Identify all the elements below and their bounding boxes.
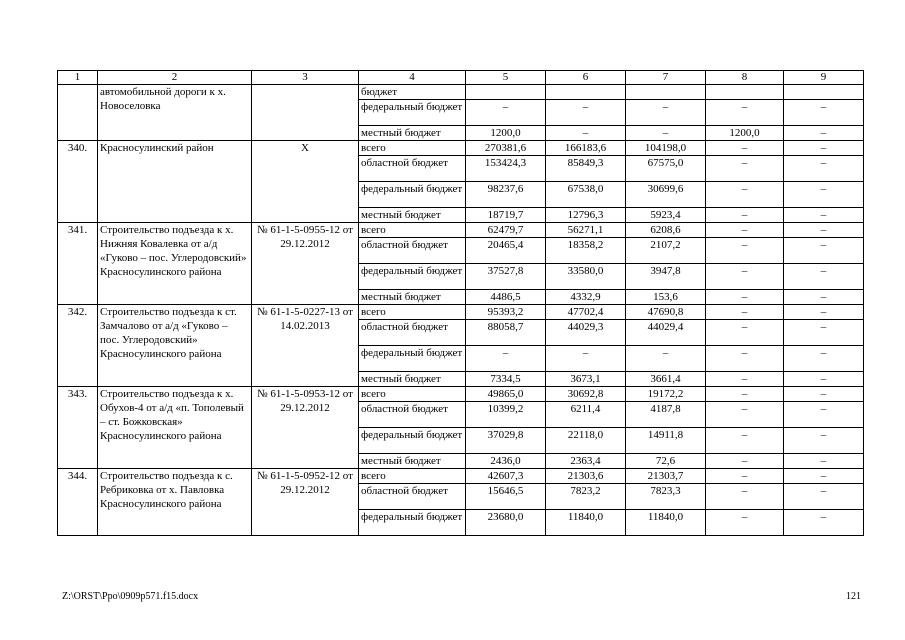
funding-source: всего: [359, 223, 466, 238]
amount-col-5: 88058,7: [466, 320, 546, 346]
funding-source: областной бюджет: [359, 320, 466, 346]
amount-col-7: 11840,0: [626, 510, 706, 536]
amount-col-8: –: [706, 156, 784, 182]
funding-source: местный бюджет: [359, 454, 466, 469]
amount-col-8: –: [706, 510, 784, 536]
amount-col-6: 7823,2: [546, 484, 626, 510]
amount-col-6: 18358,2: [546, 238, 626, 264]
amount-col-6: 6211,4: [546, 402, 626, 428]
amount-col-5: –: [466, 346, 546, 372]
item-document: № 61-1-5-0953-12 от 29.12.2012: [252, 387, 359, 469]
amount-col-8: –: [706, 208, 784, 223]
amount-col-5: 23680,0: [466, 510, 546, 536]
amount-col-7: 7823,3: [626, 484, 706, 510]
footer-page-number: 121: [846, 591, 861, 602]
amount-col-9: –: [784, 223, 864, 238]
amount-col-7: 67575,0: [626, 156, 706, 182]
funding-source: всего: [359, 141, 466, 156]
amount-col-8: –: [706, 469, 784, 484]
amount-col-8: –: [706, 372, 784, 387]
amount-col-7: 3661,4: [626, 372, 706, 387]
amount-col-6: –: [546, 100, 626, 126]
item-number: 340.: [58, 141, 98, 223]
amount-col-7: 4187,8: [626, 402, 706, 428]
col-header-5: 5: [466, 71, 546, 85]
amount-col-7: 44029,4: [626, 320, 706, 346]
funding-source: федеральный бюджет: [359, 100, 466, 126]
funding-source: всего: [359, 469, 466, 484]
amount-col-5: –: [466, 100, 546, 126]
funding-source: местный бюджет: [359, 290, 466, 305]
amount-col-6: 85849,3: [546, 156, 626, 182]
funding-source: областной бюджет: [359, 402, 466, 428]
amount-col-7: 21303,7: [626, 469, 706, 484]
amount-col-5: 49865,0: [466, 387, 546, 402]
amount-col-5: 98237,6: [466, 182, 546, 208]
table-row: [58, 469, 864, 484]
amount-col-9: –: [784, 402, 864, 428]
item-name: Строительство подъезда к ст. Замчалово от а/д «Гуково – пос. Углеродовский» Красносулинского района: [98, 305, 252, 387]
amount-col-8: –: [706, 100, 784, 126]
amount-col-8: –: [706, 387, 784, 402]
funding-source: федеральный бюджет: [359, 510, 466, 536]
amount-col-7: 47690,8: [626, 305, 706, 320]
amount-col-9: –: [784, 264, 864, 290]
amount-col-9: –: [784, 454, 864, 469]
amount-col-9: –: [784, 141, 864, 156]
table-body: [58, 85, 864, 536]
amount-col-7: 14911,8: [626, 428, 706, 454]
amount-col-5: 2436,0: [466, 454, 546, 469]
amount-col-8: –: [706, 454, 784, 469]
amount-col-5: 1200,0: [466, 126, 546, 141]
amount-col-9: –: [784, 320, 864, 346]
amount-col-9: –: [784, 126, 864, 141]
item-number: 342.: [58, 305, 98, 387]
funding-source: федеральный бюджет: [359, 346, 466, 372]
col-header-7: 7: [626, 71, 706, 85]
amount-col-6: –: [546, 126, 626, 141]
item-name: Строительство подъезда к х. Обухов-4 от а/д «п. Тополевый – ст. Божковская» Красносулинского района: [98, 387, 252, 469]
amount-col-9: –: [784, 484, 864, 510]
funding-source: всего: [359, 387, 466, 402]
item-document: № 61-1-5-0227-13 от 14.02.2013: [252, 305, 359, 387]
item-name: автомобильной дороги к х. Новоселовка: [98, 85, 252, 141]
funding-source: федеральный бюджет: [359, 264, 466, 290]
amount-col-8: –: [706, 428, 784, 454]
amount-col-8: –: [706, 484, 784, 510]
table-row: [58, 141, 864, 156]
footer-file-path: Z:\ORST\Ppo\0909p571.f15.docx: [62, 591, 199, 602]
amount-col-5: 153424,3: [466, 156, 546, 182]
funding-source: областной бюджет: [359, 484, 466, 510]
amount-col-5: 10399,2: [466, 402, 546, 428]
amount-col-6: 4332,9: [546, 290, 626, 305]
amount-col-9: –: [784, 100, 864, 126]
amount-col-7: [626, 85, 706, 100]
amount-col-5: 37527,8: [466, 264, 546, 290]
funding-source: областной бюджет: [359, 238, 466, 264]
table-row: [58, 305, 864, 320]
amount-col-8: –: [706, 305, 784, 320]
col-header-9: 9: [784, 71, 864, 85]
funding-source: местный бюджет: [359, 126, 466, 141]
amount-col-8: –: [706, 402, 784, 428]
amount-col-9: –: [784, 156, 864, 182]
amount-col-9: –: [784, 305, 864, 320]
amount-col-6: 67538,0: [546, 182, 626, 208]
amount-col-6: 30692,8: [546, 387, 626, 402]
amount-col-7: –: [626, 346, 706, 372]
amount-col-9: [784, 85, 864, 100]
amount-col-9: –: [784, 387, 864, 402]
col-header-1: 1: [58, 71, 98, 85]
budget-table: [57, 70, 864, 536]
amount-col-8: –: [706, 238, 784, 264]
amount-col-5: 20465,4: [466, 238, 546, 264]
amount-col-9: –: [784, 510, 864, 536]
funding-source: местный бюджет: [359, 372, 466, 387]
amount-col-7: 30699,6: [626, 182, 706, 208]
amount-col-6: 2363,4: [546, 454, 626, 469]
amount-col-8: –: [706, 346, 784, 372]
amount-col-7: 72,6: [626, 454, 706, 469]
amount-col-7: 5923,4: [626, 208, 706, 223]
item-document: [252, 85, 359, 141]
funding-source: всего: [359, 305, 466, 320]
col-header-4: 4: [359, 71, 466, 85]
amount-col-6: –: [546, 346, 626, 372]
amount-col-9: –: [784, 372, 864, 387]
amount-col-8: –: [706, 290, 784, 305]
amount-col-5: 95393,2: [466, 305, 546, 320]
amount-col-7: –: [626, 100, 706, 126]
amount-col-8: [706, 85, 784, 100]
col-header-2: 2: [98, 71, 252, 85]
amount-col-7: 6208,6: [626, 223, 706, 238]
amount-col-9: –: [784, 346, 864, 372]
amount-col-7: 3947,8: [626, 264, 706, 290]
table-row: [58, 387, 864, 402]
amount-col-6: 12796,3: [546, 208, 626, 223]
funding-source: бюджет: [359, 85, 466, 100]
col-header-8: 8: [706, 71, 784, 85]
amount-col-5: 7334,5: [466, 372, 546, 387]
funding-source: местный бюджет: [359, 208, 466, 223]
amount-col-5: 42607,3: [466, 469, 546, 484]
amount-col-9: –: [784, 290, 864, 305]
item-name: Строительство подъезда к х. Нижняя Ковалевка от а/д «Гуково – пос. Углеродовский» Красносулинского района: [98, 223, 252, 305]
item-number: 341.: [58, 223, 98, 305]
amount-col-6: 44029,3: [546, 320, 626, 346]
amount-col-9: –: [784, 208, 864, 223]
col-header-3: 3: [252, 71, 359, 85]
amount-col-8: 1200,0: [706, 126, 784, 141]
amount-col-9: –: [784, 469, 864, 484]
amount-col-7: 2107,2: [626, 238, 706, 264]
amount-col-5: 270381,6: [466, 141, 546, 156]
funding-source: областной бюджет: [359, 156, 466, 182]
amount-col-9: –: [784, 238, 864, 264]
amount-col-8: –: [706, 264, 784, 290]
amount-col-8: –: [706, 141, 784, 156]
item-number: 344.: [58, 469, 98, 536]
item-number: [58, 85, 98, 141]
amount-col-6: 3673,1: [546, 372, 626, 387]
amount-col-6: 22118,0: [546, 428, 626, 454]
item-document: № 61-1-5-0952-12 от 29.12.2012: [252, 469, 359, 536]
funding-source: федеральный бюджет: [359, 182, 466, 208]
amount-col-5: 37029,8: [466, 428, 546, 454]
amount-col-6: 166183,6: [546, 141, 626, 156]
amount-col-8: –: [706, 182, 784, 208]
amount-col-9: –: [784, 428, 864, 454]
amount-col-8: –: [706, 223, 784, 238]
amount-col-5: [466, 85, 546, 100]
amount-col-5: 4486,5: [466, 290, 546, 305]
amount-col-6: 11840,0: [546, 510, 626, 536]
amount-col-7: 19172,2: [626, 387, 706, 402]
amount-col-5: 15646,5: [466, 484, 546, 510]
amount-col-6: 33580,0: [546, 264, 626, 290]
amount-col-8: –: [706, 320, 784, 346]
amount-col-5: 18719,7: [466, 208, 546, 223]
funding-source: федеральный бюджет: [359, 428, 466, 454]
amount-col-5: 62479,7: [466, 223, 546, 238]
item-document: Х: [252, 141, 359, 223]
amount-col-9: –: [784, 182, 864, 208]
item-name: Красносулинский район: [98, 141, 252, 223]
amount-col-6: 56271,1: [546, 223, 626, 238]
amount-col-7: 153,6: [626, 290, 706, 305]
col-header-6: 6: [546, 71, 626, 85]
amount-col-6: [546, 85, 626, 100]
item-document: № 61-1-5-0955-12 от 29.12.2012: [252, 223, 359, 305]
amount-col-7: 104198,0: [626, 141, 706, 156]
table-row: [58, 223, 864, 238]
amount-col-6: 47702,4: [546, 305, 626, 320]
amount-col-6: 21303,6: [546, 469, 626, 484]
table-row: [58, 85, 864, 100]
amount-col-7: –: [626, 126, 706, 141]
column-number-row: [58, 71, 864, 85]
item-name: Строительство подъезда к с. Ребриковка от х. Павловка Красносулинского района: [98, 469, 252, 536]
item-number: 343.: [58, 387, 98, 469]
